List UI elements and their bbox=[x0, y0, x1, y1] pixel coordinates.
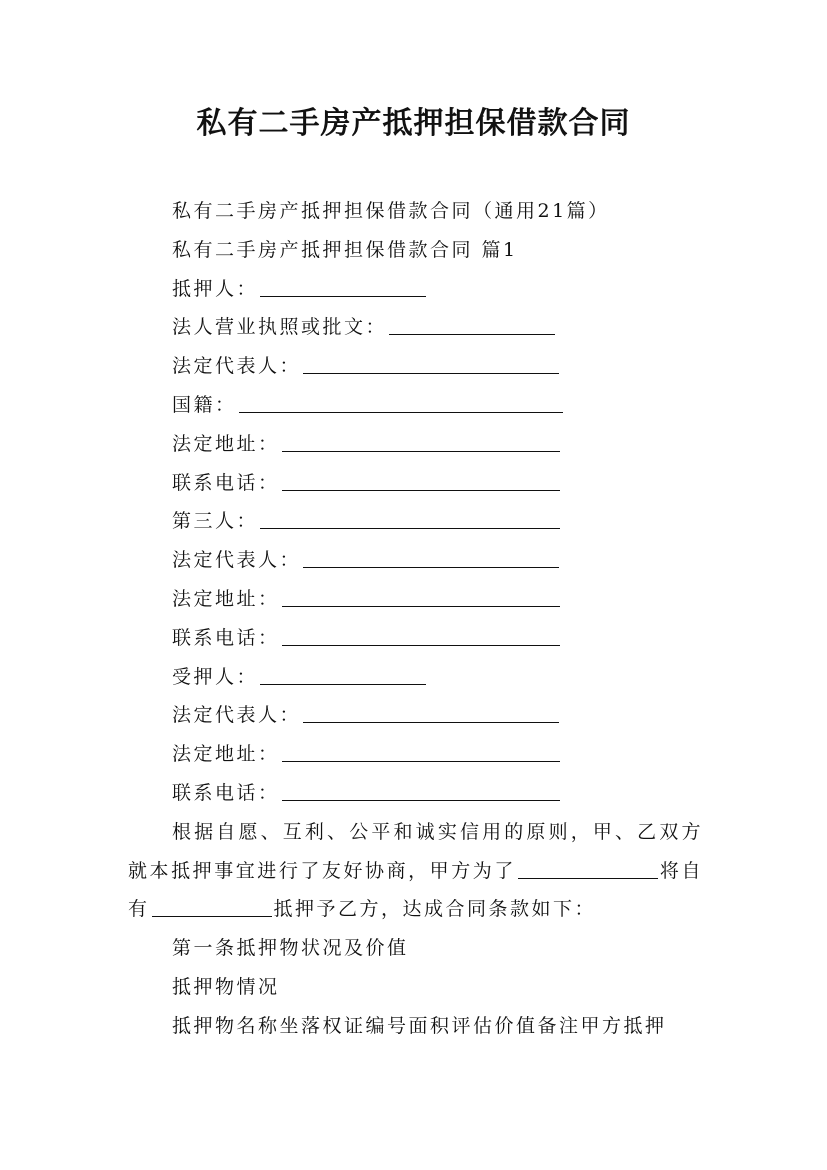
blank-line bbox=[239, 390, 563, 413]
paragraph-text-1: 根据自愿、互利、公平和诚实信用的原则，甲、乙双方就本抵押事宜进行了友好协商，甲方为了 bbox=[128, 820, 703, 882]
blank-line bbox=[260, 274, 426, 297]
field-third-party bbox=[128, 502, 703, 541]
field-label: 法定地址： bbox=[172, 743, 280, 766]
field-mortgagee-address bbox=[128, 735, 703, 774]
field-third-party-phone bbox=[128, 619, 703, 658]
blank-line bbox=[282, 584, 560, 607]
field-label: 法定代表人： bbox=[172, 549, 302, 572]
field-legal-representative bbox=[128, 347, 703, 386]
paragraph-principles bbox=[128, 813, 703, 929]
blank-line bbox=[303, 700, 559, 723]
field-label: 联系电话： bbox=[172, 781, 280, 804]
paragraph-text-3: 抵押予乙方，达成合同条款如下： bbox=[273, 898, 597, 921]
blank-line bbox=[303, 351, 559, 374]
subtitle: 私有二手房产抵押担保借款合同（通用21篇） bbox=[172, 200, 610, 222]
document-title: 私有二手房产抵押担保借款合同 bbox=[196, 106, 631, 141]
field-label: 国籍： bbox=[172, 393, 237, 416]
field-label: 法人营业执照或批文： bbox=[172, 316, 388, 339]
blank-line bbox=[282, 739, 560, 762]
field-third-party-representative bbox=[128, 541, 703, 580]
blank-line bbox=[152, 894, 272, 917]
field-label: 联系电话： bbox=[172, 626, 280, 649]
section-heading: 私有二手房产抵押担保借款合同 篇1 bbox=[172, 238, 518, 261]
article-1-heading: 第一条抵押物状况及价值 bbox=[172, 937, 409, 960]
field-label: 联系电话： bbox=[172, 471, 280, 494]
field-mortgagor bbox=[128, 270, 703, 309]
blank-line bbox=[282, 468, 560, 491]
field-label: 法定地址： bbox=[172, 587, 280, 610]
field-mortgagee bbox=[128, 658, 703, 697]
blank-line bbox=[260, 662, 426, 685]
field-label: 法定代表人： bbox=[172, 355, 302, 378]
collateral-text: 抵押物名称坐落权证编号面积评估价值备注甲方抵押 bbox=[172, 1014, 667, 1037]
field-nationality bbox=[128, 386, 703, 425]
field-legal-address bbox=[128, 425, 703, 464]
field-mortgagee-phone bbox=[128, 774, 703, 813]
field-third-party-address bbox=[128, 580, 703, 619]
blank-line bbox=[282, 778, 560, 801]
field-label: 法定地址： bbox=[172, 432, 280, 455]
field-label: 抵押人： bbox=[172, 277, 259, 300]
field-business-license bbox=[128, 308, 703, 347]
blank-line bbox=[389, 312, 555, 335]
field-phone bbox=[128, 464, 703, 503]
field-label: 受押人： bbox=[172, 665, 259, 688]
field-mortgagee-representative bbox=[128, 696, 703, 735]
blank-line bbox=[260, 506, 560, 529]
field-label: 法定代表人： bbox=[172, 704, 302, 727]
paragraph-text-2: 将自有 bbox=[128, 859, 703, 921]
document-body bbox=[128, 192, 703, 1046]
blank-line bbox=[282, 429, 560, 452]
blank-line bbox=[282, 623, 560, 646]
collateral-heading: 抵押物情况 bbox=[172, 975, 280, 998]
field-label: 第三人： bbox=[172, 510, 259, 533]
blank-line bbox=[518, 856, 658, 879]
blank-line bbox=[303, 545, 559, 568]
